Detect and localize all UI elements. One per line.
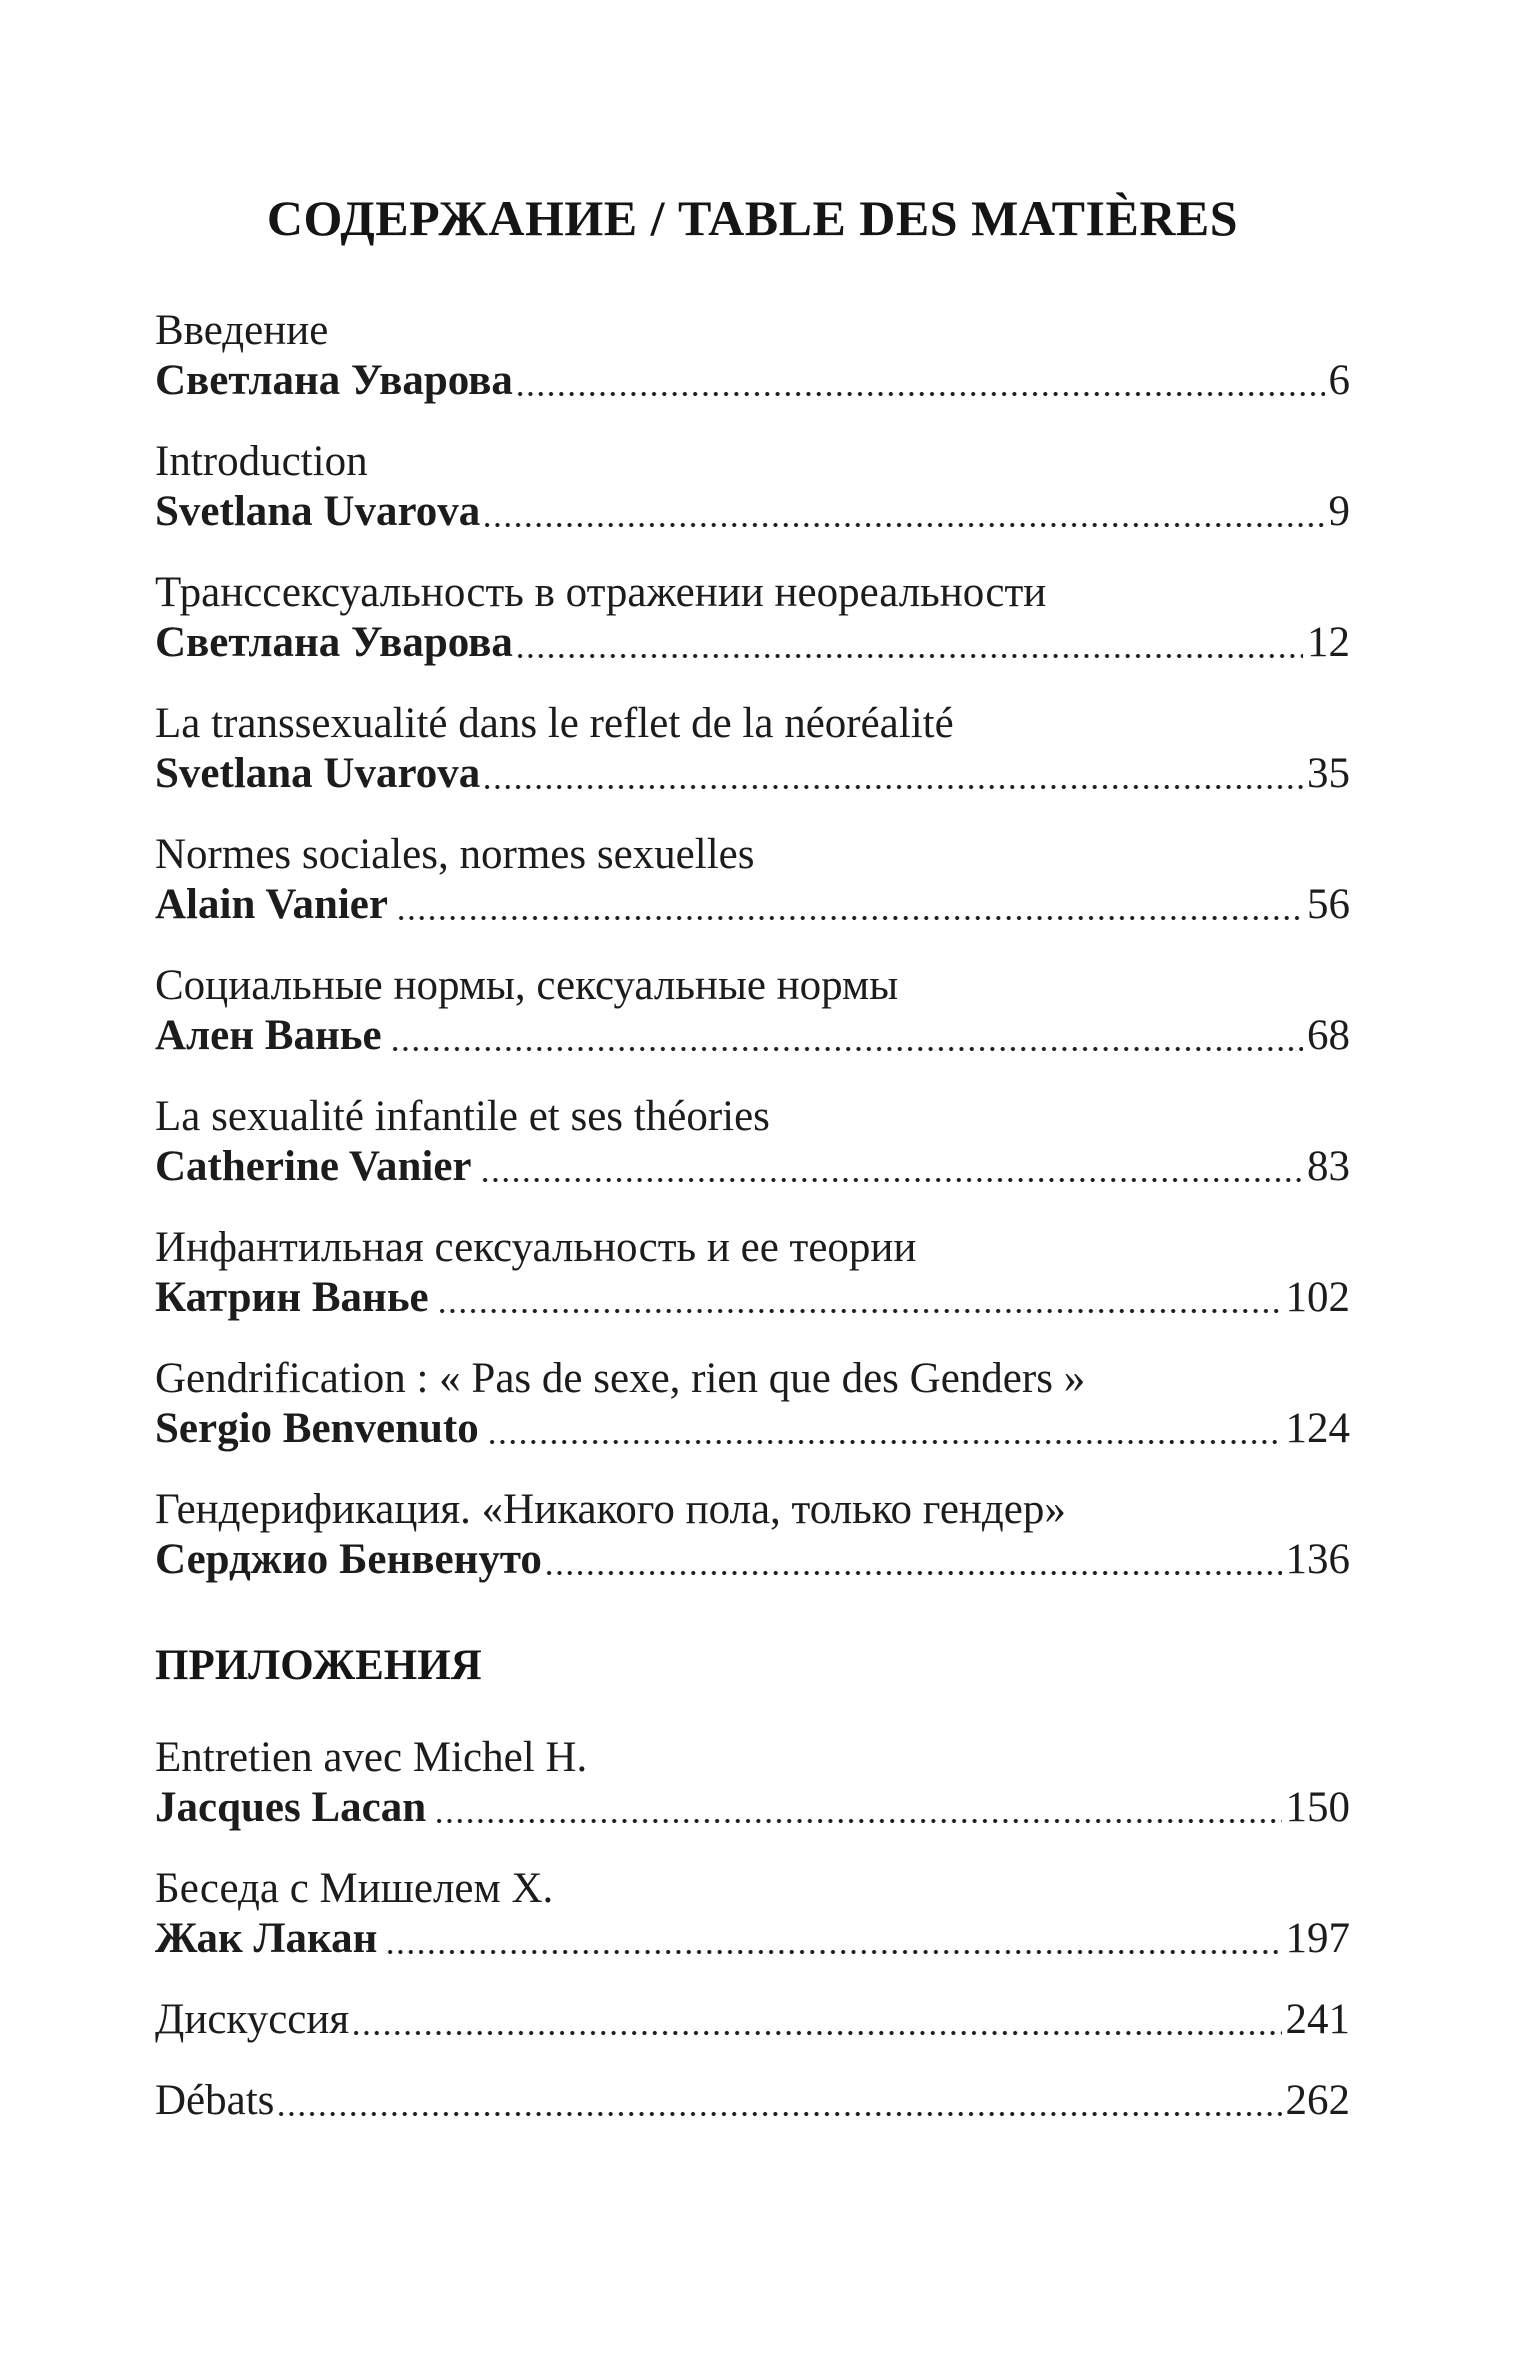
entry-title: Entretien avec Michel H.	[155, 1734, 588, 1781]
appendix-section	[155, 1641, 1350, 2126]
entry-ref-line	[155, 1273, 1350, 1323]
toc-entry	[155, 306, 1350, 406]
entry-author: Alain Vanier	[155, 881, 388, 928]
entry-title: Гендерификация. «Никакого пола, только гендер»	[155, 1486, 1066, 1533]
toc-entry	[155, 2076, 1350, 2126]
entry-page-number: 12	[1307, 619, 1350, 666]
entry-page-number: 241	[1285, 1996, 1350, 2043]
dot-leader	[480, 1177, 1303, 1183]
entry-author: Svetlana Uvarova	[155, 488, 481, 535]
entry-author: Светлана Уварова	[155, 357, 513, 404]
entry-label: Дискуссия	[155, 1996, 350, 2043]
entry-author: Ален Ванье	[155, 1012, 382, 1059]
dot-leader	[482, 784, 1303, 790]
toc-entry	[155, 568, 1350, 668]
entry-ref-line	[155, 1142, 1350, 1192]
entry-ref-line	[155, 356, 1350, 406]
entry-ref-line	[155, 1535, 1350, 1585]
entry-ref-line	[155, 749, 1350, 799]
entry-page-number: 102	[1285, 1274, 1350, 1321]
entry-title: Introduction	[155, 438, 368, 485]
main-section	[155, 306, 1350, 1585]
appendix-heading: ПРИЛОЖЕНИЯ	[155, 1642, 482, 1689]
entry-author: Катрин Ванье	[155, 1274, 429, 1321]
entry-page-number: 6	[1328, 357, 1350, 404]
entry-page-number: 262	[1285, 2077, 1350, 2124]
entry-author: Серджио Бенвенуто	[155, 1536, 542, 1583]
dot-leader	[390, 1046, 1303, 1052]
entry-title: Беседа с Мишелем Х.	[155, 1865, 554, 1912]
entry-title: Gendrification : « Pas de sexe, rien que des Genders »	[155, 1355, 1086, 1402]
toc-entry	[155, 437, 1350, 537]
dot-leader	[487, 1439, 1282, 1445]
entry-page-number: 124	[1285, 1405, 1350, 1452]
entry-page-number: 197	[1285, 1915, 1350, 1962]
entry-page-number: 56	[1307, 881, 1350, 928]
entry-page-number: 136	[1285, 1536, 1350, 1583]
entry-title: La sexualité infantile et ses théories	[155, 1093, 770, 1140]
dot-leader	[351, 2030, 1281, 2036]
dot-leader	[515, 391, 1325, 397]
toc-entry	[155, 830, 1350, 930]
entry-title: Инфантильная сексуальность и ее теории	[155, 1224, 917, 1271]
entry-ref-line	[155, 1404, 1350, 1454]
entry-page-number: 35	[1307, 750, 1350, 797]
dot-leader	[482, 522, 1324, 528]
entry-author: Jacques Lacan	[155, 1784, 427, 1831]
entry-ref-line	[155, 1783, 1350, 1833]
entry-ref-line	[155, 1914, 1350, 1964]
dot-leader	[396, 915, 1303, 921]
toc-entry	[155, 1995, 1350, 2045]
toc-entry	[155, 1485, 1350, 1585]
dot-leader	[515, 653, 1303, 659]
dot-leader	[276, 2111, 1281, 2117]
toc-entry	[155, 699, 1350, 799]
entry-ref-line	[155, 2076, 1350, 2126]
entry-title: Введение	[155, 307, 329, 354]
entry-title: Транссексуальность в отражении неореальности	[155, 569, 1047, 616]
toc-entry	[155, 1223, 1350, 1323]
entry-author: Svetlana Uvarova	[155, 750, 481, 797]
entry-label: Débats	[155, 2077, 275, 2124]
page-title: СОДЕРЖАНИЕ / TABLE DES MATIÈRES	[266, 190, 1239, 246]
entry-title: Социальные нормы, сексуальные нормы	[155, 962, 899, 1009]
entry-ref-line	[155, 880, 1350, 930]
entry-author: Sergio Benvenuto	[155, 1405, 479, 1452]
entry-page-number: 150	[1285, 1784, 1350, 1831]
entry-author: Жак Лакан	[155, 1915, 378, 1962]
toc-entry	[155, 1092, 1350, 1192]
dot-leader	[437, 1308, 1282, 1314]
entry-ref-line	[155, 1995, 1350, 2045]
entry-title: La transsexualité dans le reflet de la néoréalité	[155, 700, 954, 747]
toc-entry	[155, 1733, 1350, 1833]
toc-entry	[155, 961, 1350, 1061]
dot-leader	[385, 1949, 1281, 1955]
entry-author: Catherine Vanier	[155, 1143, 472, 1190]
toc-entry	[155, 1864, 1350, 1964]
toc-entry	[155, 1354, 1350, 1454]
entry-page-number: 83	[1307, 1143, 1350, 1190]
dot-leader	[434, 1818, 1281, 1824]
entry-ref-line	[155, 618, 1350, 668]
entry-title: Normes sociales, normes sexuelles	[155, 831, 755, 878]
entry-page-number: 9	[1328, 488, 1350, 535]
dot-leader	[544, 1570, 1282, 1576]
entry-ref-line	[155, 487, 1350, 537]
entry-ref-line	[155, 1011, 1350, 1061]
entry-page-number: 68	[1307, 1012, 1350, 1059]
entry-author: Светлана Уварова	[155, 619, 513, 666]
